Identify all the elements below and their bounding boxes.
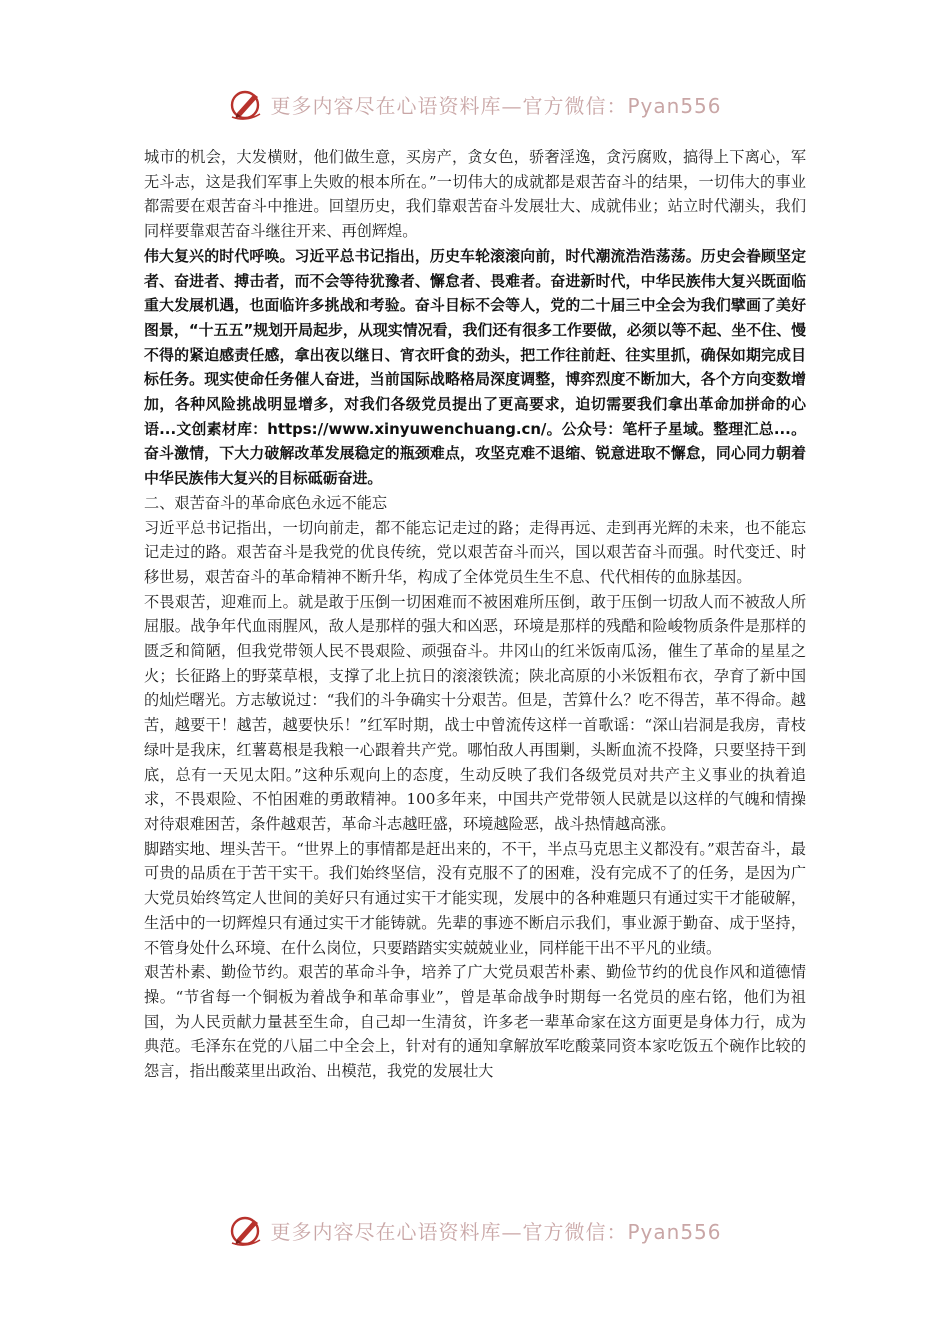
body-paragraph: 不畏艰苦，迎难而上。就是敢于压倒一切困难而不被困难所压倒，敢于压倒一切敌人而不被敌人所屈服。战争年代血雨腥风，敌人是那样的强大和凶恶，环境是那样的残酷和险峻物质条件是那样的匮乏和简陋，但我党带领人民不畏艰险、顽强奋斗。井冈山的红米饭南瓜汤，催生了革命的星星之火；长征路上的野菜草根，支撑了北上抗日的滚滚铁流；陕北高原的小米饭粗布衣，孕育了新中国的灿烂曙光。方志敏说过：“我们的斗争确实十分艰苦。但是，苦算什么？吃不得苦，革不得命。越苦，越要干！越苦，越要快乐！”红军时期，战士中曾流传这样一首歌谣：“深山岩洞是我房，青枝绿叶是我床，红薯葛根是我粮一心跟着共产党。哪怕敌人再围剿，头断血流不投降，只要坚持干到底，总有一天见太阳。”这种乐观向上的态度，生动反映了我们各级党员对共产主义事业的执着追求，不畏艰险、不怕困难的勇敢精神。100多年来，中国共产党带领人民就是以这样的气魄和情操对待艰难困苦，条件越艰苦，革命斗志越旺盛，环境越险恶，战斗热情越高涨。: [144, 592, 806, 833]
document-body: [144, 145, 806, 1084]
footer-banner-text: 更多内容尽在心语资料库—官方微信：Pyan556: [270, 1219, 722, 1244]
section-heading: 二、艰苦奋斗的革命底色永远不能忘: [144, 493, 387, 512]
pen-logo-icon: [228, 1212, 264, 1248]
body-paragraph: 伟大复兴的时代呼唤。习近平总书记指出，历史车轮滚滚向前，时代潮流浩浩荡荡。历史会眷顾坚定者、奋进者、搏击者，而不会等待犹豫者、懈怠者、畏难者。奋进新时代，中华民族伟大复兴既面临重大发展机遇，也面临许多挑战和考验。奋斗目标不会等人，党的二十届三中全会为我们擘画了美好图景，“十五五”规划开局起步，从现实情况看，我们还有很多工作要做，必须以等不起、坐不住、慢不得的紧迫感责任感，拿出夜以继日、宵衣旰食的劲头，把工作往前赶、往实里抓，确保如期完成目标任务。现实使命任务催人奋进，当前国际战略格局深度调整，博弈烈度不断加大，各个方向变数增加，各种风险挑战明显增多，对我们各级党员提出了更高要求，迫切需要我们拿出革命加拼命的心语...文创素材库：https://www.xinyuwenchuang.cn/。公众号：笔杆子星域。整理汇总...。奋斗激情，下大力破解改革发展稳定的瓶颈难点，攻坚克难不退缩、锐意进取不懈怠，同心同力朝着中华民族伟大复兴的目标砥砺奋进。: [144, 246, 806, 488]
body-paragraph: 脚踏实地、埋头苦干。“世界上的事情都是赶出来的，不干，半点马克思主义都没有。”艰苦奋斗，最可贵的品质在于苦干实干。我们始终坚信，没有克服不了的困难，没有完成不了的任务，是因为广大党员始终笃定人世间的美好只有通过实干才能实现，发展中的各种难题只有通过实干才能破解，生活中的一切辉煌只有通过实干才能铸就。先辈的事迹不断启示我们，事业源于勤奋、成于坚持，不管身处什么环境、在什么岗位，只要踏踏实实兢兢业业，同样能干出不平凡的业绩。: [144, 839, 806, 957]
header-banner: [0, 84, 950, 124]
footer-banner-account: Pyan556: [627, 1219, 722, 1244]
footer-banner: [0, 1210, 950, 1250]
header-banner-account: Pyan556: [627, 93, 722, 118]
body-paragraph: 城市的机会，大发横财，他们做生意，买房产，贪女色，骄奢淫逸，贪污腐败，搞得上下离心，军无斗志，这是我们军事上失败的根本所在。”一切伟大的成就都是艰苦奋斗的结果，一切伟大的事业都需要在艰苦奋斗中推进。回望历史，我们靠艰苦奋斗发展壮大、成就伟业；站立时代潮头，我们同样要靠艰苦奋斗继往开来、再创辉煌。: [144, 148, 806, 241]
header-banner-text: 更多内容尽在心语资料库—官方微信：Pyan556: [270, 93, 722, 118]
body-paragraph: 艰苦朴素、勤俭节约。艰苦的革命斗争，培养了广大党员艰苦朴素、勤俭节约的优良作风和道德情操。“节省每一个铜板为着战争和革命事业”，曾是革命战争时期每一名党员的座右铭，他们为祖国，为人民贡献力量甚至生命，自己却一生清贫，许多老一辈革命家在这方面更是身体力行，成为典范。毛泽东在党的八届二中全会上，针对有的通知拿解放军吃酸菜同资本家吃饭五个碗作比较的怨言，指出酸菜里出政治、出模范，我党的发展壮大: [144, 963, 806, 1081]
header-banner-content: [228, 86, 721, 122]
footer-banner-content: [228, 1212, 721, 1248]
pen-logo-icon: [228, 86, 264, 122]
body-paragraph: 习近平总书记指出，一切向前走，都不能忘记走过的路；走得再远、走到再光辉的未来，也不能忘记走过的路。艰苦奋斗是我党的优良传统，党以艰苦奋斗而兴，国以艰苦奋斗而强。时代变迁、时移世易，艰苦奋斗的革命精神不断升华，构成了全体党员生生不息、代代相传的血脉基因。: [144, 518, 806, 586]
